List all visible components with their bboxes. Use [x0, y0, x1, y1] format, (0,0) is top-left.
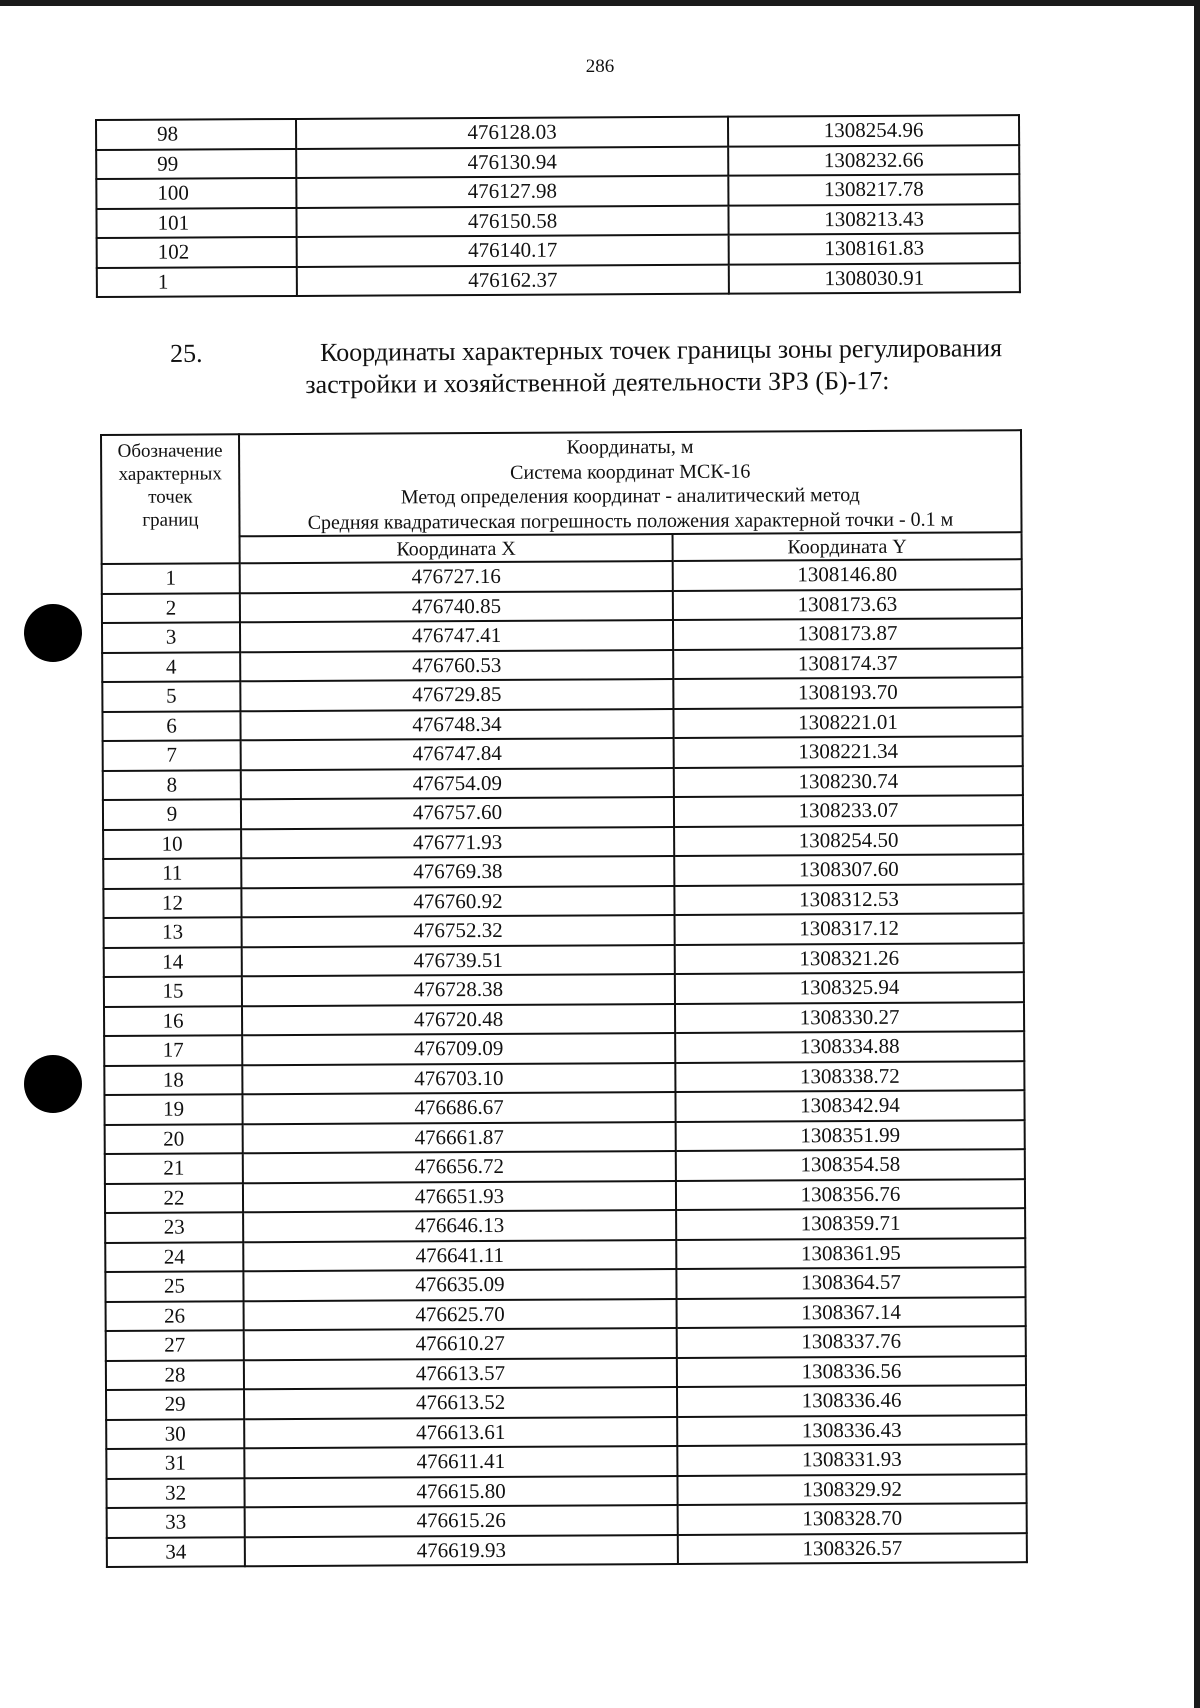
point-number-cell: 11 [103, 858, 241, 888]
point-number-cell: 102 [97, 237, 297, 268]
coordinate-x-cell: 476661.87 [243, 1121, 676, 1153]
coordinate-x-cell: 476769.38 [241, 856, 674, 888]
table-row [106, 1444, 1026, 1478]
table-row [96, 115, 1019, 149]
point-number-cell: 25 [105, 1271, 243, 1301]
coordinate-x-cell: 476727.16 [240, 561, 673, 593]
table-row [105, 1120, 1025, 1154]
coordinate-y-cell: 1308230.74 [674, 766, 1023, 797]
table-row [96, 204, 1019, 238]
coordinate-x-cell: 476656.72 [243, 1151, 676, 1183]
point-number-cell: 3 [102, 622, 240, 652]
point-number-cell: 7 [103, 740, 241, 770]
point-number-cell: 28 [106, 1360, 244, 1390]
coordinate-y-cell: 1308146.80 [673, 559, 1022, 590]
table-row [104, 1002, 1024, 1036]
coordinate-x-cell: 476615.80 [244, 1475, 677, 1507]
table-row [103, 825, 1023, 859]
point-number-cell: 32 [106, 1478, 244, 1508]
coordinate-y-cell: 1308326.57 [678, 1533, 1027, 1564]
coordinate-y-cell: 1308334.88 [675, 1031, 1024, 1062]
coordinate-y-cell: 1308337.76 [677, 1326, 1026, 1357]
point-number-cell: 14 [104, 947, 242, 977]
point-number-cell: 1 [97, 266, 297, 297]
header-right-line: Координаты, м [566, 435, 694, 459]
coordinate-y-cell: 1308193.70 [673, 677, 1022, 708]
header-coordinates-info [239, 430, 1022, 536]
coordinate-x-cell: 476747.84 [241, 738, 674, 770]
header-right-line: Метод определения координат - аналитический метод [400, 484, 860, 509]
coordinate-y-cell: 1308329.92 [677, 1474, 1026, 1505]
table-row [105, 1149, 1025, 1183]
coordinate-y-cell: 1308361.95 [676, 1238, 1025, 1269]
coordinate-x-cell: 476162.37 [297, 264, 729, 296]
coordinate-x-cell: 476127.98 [296, 176, 728, 208]
coordinate-x-cell: 476729.85 [240, 679, 673, 711]
coordinate-y-cell: 1308161.83 [729, 233, 1020, 264]
header-point-designation [101, 434, 240, 564]
point-number-cell: 10 [103, 829, 241, 859]
point-number-cell: 16 [104, 1006, 242, 1036]
table-row [106, 1385, 1026, 1419]
point-number-cell: 31 [106, 1448, 244, 1478]
point-number-cell: 17 [104, 1035, 242, 1065]
table-row [96, 174, 1019, 208]
table-row [106, 1297, 1026, 1331]
coordinate-x-cell: 476611.41 [244, 1446, 677, 1478]
table-row [105, 1179, 1025, 1213]
coordinate-y-cell: 1308217.78 [728, 174, 1019, 205]
table-row [104, 1090, 1024, 1124]
table-row [103, 736, 1023, 770]
coordinate-x-cell: 476646.13 [243, 1210, 676, 1242]
coordinate-x-cell: 476771.93 [241, 826, 674, 858]
coordinate-y-cell: 1308356.76 [676, 1179, 1025, 1210]
point-number-cell: 26 [106, 1301, 244, 1331]
point-number-cell: 13 [104, 917, 242, 947]
coordinate-y-cell: 1308342.94 [675, 1090, 1024, 1121]
table-row [105, 1208, 1025, 1242]
table-row [106, 1474, 1026, 1508]
table-row [102, 677, 1022, 711]
coordinate-y-cell: 1308331.93 [677, 1444, 1026, 1475]
coordinate-x-cell: 476754.09 [241, 768, 674, 800]
point-number-cell: 34 [107, 1537, 245, 1567]
point-number-cell: 12 [103, 888, 241, 918]
coordinate-y-cell: 1308367.14 [677, 1297, 1026, 1328]
table-row [104, 913, 1024, 947]
coordinate-y-cell: 1308030.91 [729, 263, 1020, 294]
table-row [97, 263, 1020, 297]
coordinate-y-cell: 1308330.27 [675, 1002, 1024, 1033]
table-row [107, 1533, 1027, 1567]
coordinate-y-cell: 1308221.34 [674, 736, 1023, 767]
point-number-cell: 30 [106, 1419, 244, 1449]
coordinate-x-cell: 476720.48 [242, 1003, 675, 1035]
coordinate-y-cell: 1308232.66 [728, 145, 1019, 176]
point-number-cell: 23 [105, 1212, 243, 1242]
scan-edge-right [1194, 0, 1200, 1708]
coordinate-x-cell: 476686.67 [242, 1092, 675, 1124]
coordinate-x-cell: 476752.32 [242, 915, 675, 947]
coordinate-y-cell: 1308173.87 [673, 618, 1022, 649]
coordinate-y-cell: 1308351.99 [676, 1120, 1025, 1151]
coordinate-x-cell: 476703.10 [242, 1062, 675, 1094]
table-row [102, 559, 1022, 593]
coordinate-y-cell: 1308328.70 [678, 1503, 1027, 1534]
table-row [104, 1031, 1024, 1065]
coordinate-x-cell: 476651.93 [243, 1180, 676, 1212]
section-heading [170, 332, 1070, 402]
table-row [104, 943, 1024, 977]
scan-edge-top [0, 0, 1200, 6]
point-number-cell: 15 [104, 976, 242, 1006]
coordinate-y-cell: 1308325.94 [675, 972, 1024, 1003]
header-left-line: границ [142, 509, 199, 531]
table-row [103, 795, 1023, 829]
coordinate-y-cell: 1308321.26 [675, 943, 1024, 974]
coordinate-x-cell: 476748.34 [240, 709, 673, 741]
table-row [103, 854, 1023, 888]
table-row [103, 766, 1023, 800]
point-number-cell: 21 [105, 1153, 243, 1183]
coordinate-y-cell: 1308336.56 [677, 1356, 1026, 1387]
coordinate-y-cell: 1308307.60 [674, 854, 1023, 885]
point-number-cell: 98 [96, 119, 296, 150]
coordinate-y-cell: 1308254.50 [674, 825, 1023, 856]
coordinate-x-cell: 476641.11 [243, 1239, 676, 1271]
coordinate-y-cell: 1308359.71 [676, 1208, 1025, 1239]
coordinate-x-cell: 476757.60 [241, 797, 674, 829]
coordinate-x-cell: 476615.26 [245, 1505, 678, 1537]
point-number-cell: 19 [104, 1094, 242, 1124]
section-title-line2: застройки и хозяйственной деятельности ЗРЗ (Б)-17: [305, 365, 890, 400]
coordinate-y-cell: 1308338.72 [675, 1061, 1024, 1092]
table-row [105, 1238, 1025, 1272]
point-number-cell: 22 [105, 1183, 243, 1213]
table-row [96, 145, 1019, 179]
table-row [103, 884, 1023, 918]
table-row [105, 1267, 1025, 1301]
coordinate-x-cell: 476613.52 [244, 1387, 677, 1419]
point-number-cell: 101 [96, 207, 296, 238]
table-row [97, 233, 1020, 267]
point-number-cell: 29 [106, 1389, 244, 1419]
point-number-cell: 5 [102, 681, 240, 711]
table-row [104, 1061, 1024, 1095]
point-number-cell: 100 [96, 178, 296, 209]
table-row [106, 1326, 1026, 1360]
table-row [102, 589, 1022, 623]
coordinates-table [100, 429, 1028, 1568]
point-number-cell: 2 [102, 593, 240, 623]
point-number-cell: 6 [102, 711, 240, 741]
coordinate-x-cell: 476760.92 [241, 885, 674, 917]
page-number: 286 [585, 56, 615, 77]
header-left-line: точек [148, 486, 193, 508]
coordinate-x-cell: 476760.53 [240, 650, 673, 682]
coordinate-x-cell: 476128.03 [296, 117, 728, 149]
point-number-cell: 4 [102, 652, 240, 682]
header-left-line: характерных [118, 463, 222, 485]
coordinate-x-cell: 476747.41 [240, 620, 673, 652]
header-row [101, 430, 1022, 537]
point-number-cell: 20 [105, 1124, 243, 1154]
coordinate-x-cell: 476613.61 [244, 1416, 677, 1448]
coordinate-y-cell: 1308221.01 [673, 707, 1022, 738]
coordinate-x-cell: 476635.09 [243, 1269, 676, 1301]
point-number-cell: 18 [104, 1065, 242, 1095]
point-number-cell: 8 [103, 770, 241, 800]
coordinate-x-cell: 476728.38 [242, 974, 675, 1006]
table-row [106, 1415, 1026, 1449]
coordinate-x-cell: 476739.51 [242, 944, 675, 976]
coordinate-y-cell: 1308336.46 [677, 1385, 1026, 1416]
coordinate-x-cell: 476709.09 [242, 1033, 675, 1065]
point-number-cell: 24 [105, 1242, 243, 1272]
coordinate-x-cell: 476619.93 [245, 1534, 678, 1566]
coordinate-y-cell: 1308312.53 [674, 884, 1023, 915]
table-row [102, 618, 1022, 652]
column-header-y: Координата Y [673, 532, 1022, 561]
punch-hole [24, 1055, 82, 1113]
coordinate-y-cell: 1308317.12 [675, 913, 1024, 944]
coordinate-y-cell: 1308336.43 [677, 1415, 1026, 1446]
header-right-line: Система координат МСК-16 [510, 460, 751, 484]
point-number-cell: 33 [107, 1507, 245, 1537]
header-right-line: Средняя квадратическая погрешность положения характерной точки - 0.1 м [307, 508, 954, 534]
point-number-cell: 1 [102, 563, 240, 593]
coordinate-y-cell: 1308233.07 [674, 795, 1023, 826]
coordinate-x-cell: 476610.27 [244, 1328, 677, 1360]
coordinate-x-cell: 476740.85 [240, 591, 673, 623]
column-header-x: Координата X [240, 534, 673, 563]
coordinate-y-cell: 1308364.57 [676, 1267, 1025, 1298]
coordinate-x-cell: 476140.17 [297, 235, 729, 267]
coordinate-y-cell: 1308173.63 [673, 589, 1022, 620]
previous-coordinates-table [95, 114, 1021, 298]
point-number-cell: 9 [103, 799, 241, 829]
coordinate-x-cell: 476150.58 [296, 205, 728, 237]
section-title-line1: Координаты характерных точек границы зоны регулирования [320, 333, 1003, 367]
coordinate-x-cell: 476130.94 [296, 146, 728, 178]
coordinate-x-cell: 476613.57 [244, 1357, 677, 1389]
table-row [106, 1356, 1026, 1390]
table-row [102, 707, 1022, 741]
coordinate-x-cell: 476625.70 [244, 1298, 677, 1330]
table-row [102, 648, 1022, 682]
coordinate-y-cell: 1308174.37 [673, 648, 1022, 679]
table-row [104, 972, 1024, 1006]
section-number: 25. [170, 338, 203, 368]
point-number-cell: 99 [96, 148, 296, 179]
header-left-line: Обозначение [117, 440, 223, 462]
coordinate-y-cell: 1308354.58 [676, 1149, 1025, 1180]
point-number-cell: 27 [106, 1330, 244, 1360]
table-row [107, 1503, 1027, 1537]
coordinate-y-cell: 1308213.43 [728, 204, 1019, 235]
coordinate-y-cell: 1308254.96 [728, 115, 1019, 146]
punch-hole [24, 604, 82, 662]
